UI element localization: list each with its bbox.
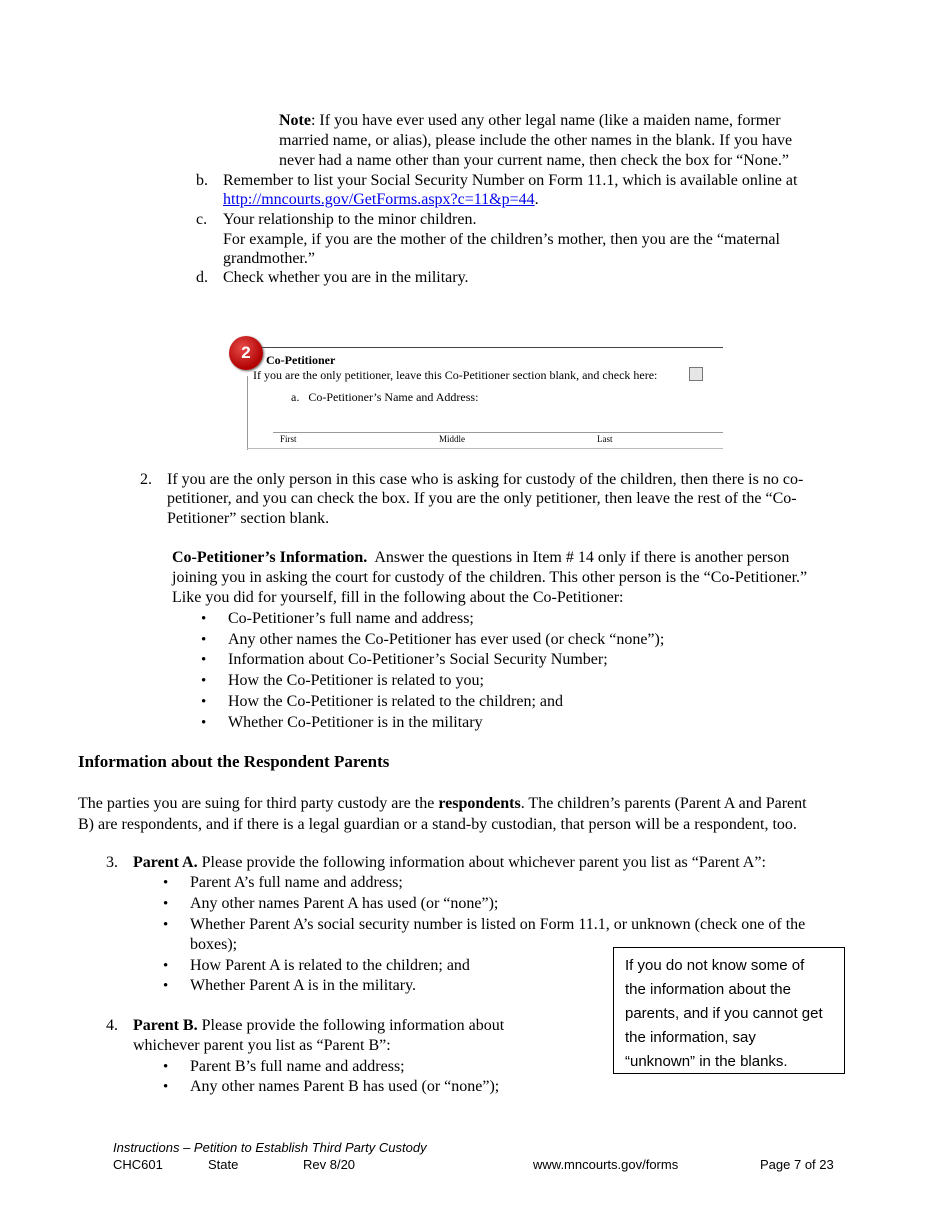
bullet-icon: • [201,694,207,710]
item-3-intro: Parent A. Please provide the following information about whichever parent you list as “Parent A”: [133,854,766,871]
form-bottom-rule [247,448,723,449]
footer-url: www.mncourts.gov/forms [533,1157,679,1172]
bullet-icon: • [163,1059,169,1075]
last-name-label: Last [597,434,613,444]
note-line-2: married name, or alias), please include the other names in the blank. If you have [279,132,793,149]
bullet-icon: • [201,652,207,668]
tip-line-3: parents, and if you cannot get [625,1005,823,1022]
copet-info-line-2: joining you in asking the court for custody of the children. This other person is the “Co-Petitioner.” [172,569,808,586]
note-label: Note [279,112,311,129]
tip-line-5: “unknown” in the blanks. [625,1053,788,1070]
footer-form-code: CHC601 [113,1157,163,1172]
copet-info-heading: Co-Petitioner’s Information. [172,549,368,566]
forms-link[interactable]: http://mncourts.gov/GetForms.aspx?c=11&p=44 [223,191,535,208]
footer-page-number: Page 7 of 23 [760,1157,834,1172]
tip-line-4: the information, say [625,1029,756,1046]
item-4-intro: Parent B. Please provide the following information about [133,1017,505,1034]
list-b-link-line: http://mncourts.gov/GetForms.aspx?c=11&p=44. [223,191,539,208]
item-3-number: 3. [106,854,118,871]
parent-b-bullet-2: Any other names Parent B has used (or “none”); [190,1078,500,1095]
item-2-line-2: petitioner, and you can check the box. If you are the only petitioner, then leave the rest of the “Co- [167,490,797,507]
list-marker-b: b. [196,172,208,189]
respondents-heading: Information about the Respondent Parents [78,752,390,771]
bullet-icon: • [163,1079,169,1095]
bullet-icon: • [201,611,207,627]
parent-a-bullet-3: Whether Parent A’s social security number is listed on Form 11.1, or unknown (check one of the [190,916,806,933]
parent-a-bullet-2: Any other names Parent A has used (or “none”); [190,895,499,912]
item-2-line-1: If you are the only person in this case who is asking for custody of the children, then there is no co- [167,471,804,488]
form-section-title: Co-Petitioner [266,353,336,367]
copet-bullet-6: Whether Co-Petitioner is in the military [228,714,483,731]
bullet-icon: • [163,875,169,891]
form-left-rule [247,376,248,450]
list-c-line-1: Your relationship to the minor children. [223,211,477,228]
copet-bullet-4: How the Co-Petitioner is related to you; [228,672,484,689]
parent-a-bullet-1: Parent A’s full name and address; [190,874,403,891]
footer-title: Instructions – Petition to Establish Third Party Custody [113,1140,427,1155]
item-2-number: 2. [140,471,152,488]
bullet-icon: • [201,715,207,731]
copet-bullet-2: Any other names the Co-Petitioner has ever used (or check “none”); [228,631,665,648]
item-2-line-3: Petitioner” section blank. [167,510,330,527]
item-4-intro-line-2: whichever parent you list as “Parent B”: [133,1037,391,1054]
list-b-text: Remember to list your Social Security Number on Form 11.1, which is available online at [223,172,798,189]
bullet-icon: • [163,896,169,912]
parent-a-bullet-3-cont: boxes); [190,936,238,953]
tip-line-1: If you do not know some of [625,957,805,974]
unknown-info-tip-box [613,947,845,1074]
form-item-a: a. Co-Petitioner’s Name and Address: [291,390,479,404]
respondents-para-line-1: The parties you are suing for third party custody are the respondents. The children’s parents (Parent A and Parent [78,795,807,812]
parent-b-label: Parent B. [133,1017,198,1034]
note-line-1: Note: If you have ever used any other legal name (like a maiden name, former [279,112,781,129]
item-4-number: 4. [106,1017,118,1034]
respondents-para-line-2: B) are respondents, and if there is a legal guardian or a stand-by custodian, that person will be a respondent, too. [78,816,797,833]
step-number-badge: 2 [229,336,263,370]
bullet-icon: • [163,978,169,994]
list-d-text: Check whether you are in the military. [223,269,469,286]
form-top-rule [247,347,723,348]
list-marker-d: d. [196,269,208,286]
bullet-icon: • [201,632,207,648]
list-c-line-2: For example, if you are the mother of the children’s mother, then you are the “maternal [223,231,780,248]
middle-name-label: Middle [439,434,465,444]
footer-state: State [208,1157,239,1172]
tip-line-2: the information about the [625,981,791,998]
parent-a-bullet-5: Whether Parent A is in the military. [190,977,417,994]
copet-info-line-1: Co-Petitioner’s Information. Answer the questions in Item # 14 only if there is another person [172,549,790,566]
name-entry-line [273,432,723,433]
parent-a-bullet-4: How Parent A is related to the children; and [190,957,470,974]
copet-bullet-3: Information about Co-Petitioner’s Social Security Number; [228,651,608,668]
list-marker-c: c. [196,211,208,228]
list-c-line-3: grandmother.” [223,250,315,267]
bullet-icon: • [163,958,169,974]
note-line-3: never had a name other than your current name, then check the box for “None.” [279,152,789,169]
first-name-label: First [280,434,297,444]
only-petitioner-checkbox [689,367,703,381]
form-instruction: If you are the only petitioner, leave this Co-Petitioner section blank, and check here: [253,368,658,382]
parent-a-label: Parent A. [133,854,198,871]
copet-bullet-5: How the Co-Petitioner is related to the children; and [228,693,564,710]
copet-info-line-3: Like you did for yourself, fill in the following about the Co-Petitioner: [172,589,624,606]
co-petitioner-form-excerpt [229,336,725,452]
footer-revision: Rev 8/20 [303,1157,356,1172]
bullet-icon: • [201,673,207,689]
parent-b-bullet-1: Parent B’s full name and address; [190,1058,405,1075]
bullet-icon: • [163,917,169,933]
copet-bullet-1: Co-Petitioner’s full name and address; [228,610,474,627]
